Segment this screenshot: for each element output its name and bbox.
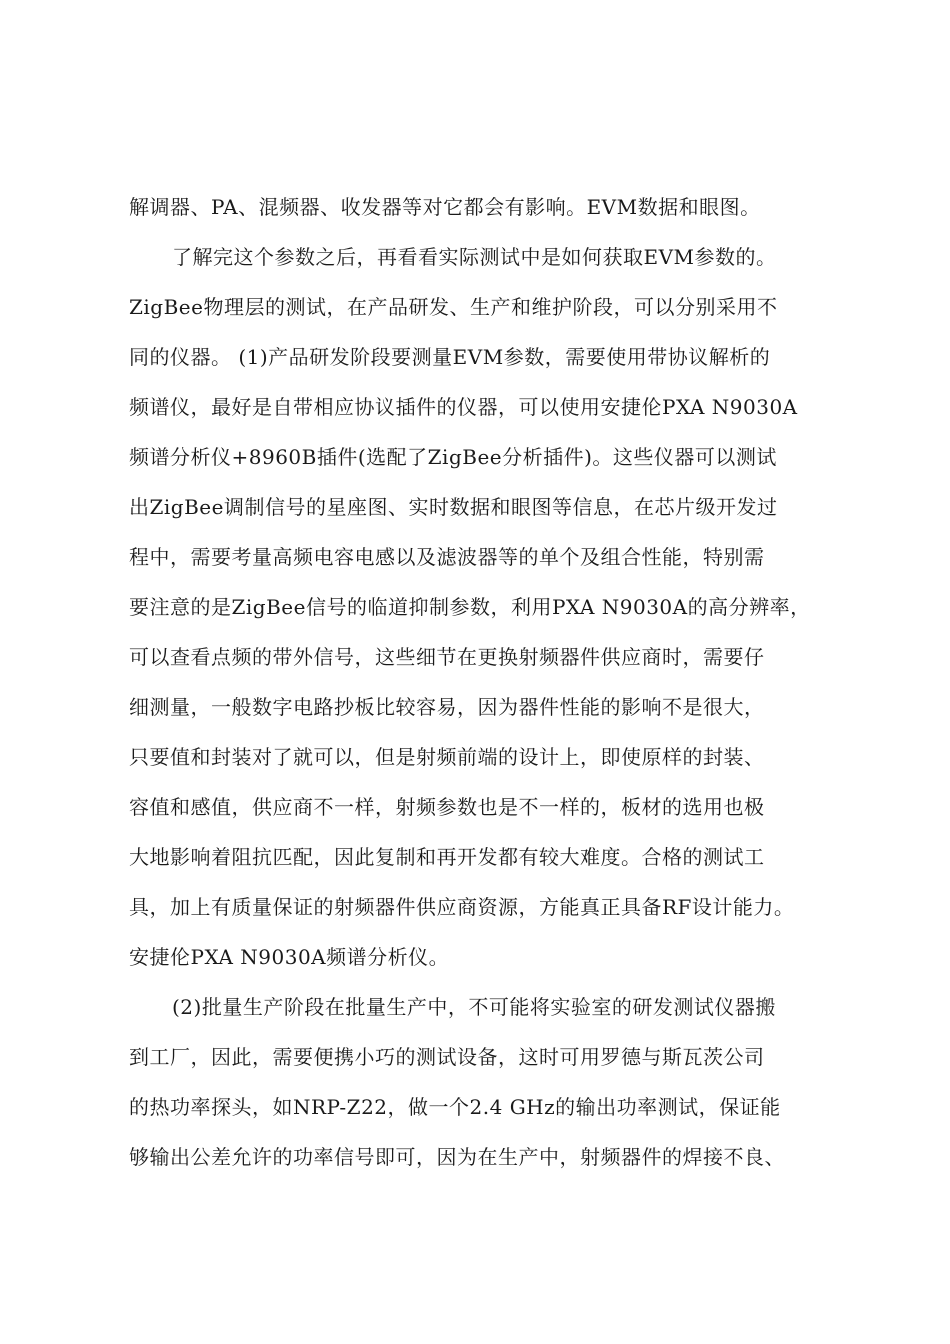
text-line-5: 频谱仪，最好是自带相应协议插件的仪器，可以使用安捷伦PXA N9030A [129,395,798,419]
text-line-2: 了解完这个参数之后，再看看实际测试中是如何获取EVM参数的。 [172,245,777,269]
text-line-13: 容值和感值，供应商不一样，射频参数也是不一样的，板材的选用也极 [129,795,765,819]
text-line-6: 频谱分析仪+8960B插件(选配了ZigBee分析插件)。这些仪器可以测试 [129,445,777,469]
text-line-7: 出ZigBee调制信号的星座图、实时数据和眼图等信息，在芯片级开发过 [129,495,778,519]
text-line-17: (2)批量生产阶段在批量生产中，不可能将实验室的研发测试仪器搬 [172,995,776,1019]
text-line-1: 解调器、PA、混频器、收发器等对它都会有影响。EVM数据和眼图。 [129,195,761,219]
text-line-20: 够输出公差允许的功率信号即可，因为在生产中，射频器件的焊接不良、 [129,1145,785,1169]
text-line-8: 程中，需要考量高频电容电感以及滤波器等的单个及组合性能，特别需 [129,545,765,569]
text-line-9: 要注意的是ZigBee信号的临道抑制参数，利用PXA N9030A的高分辨率， [129,595,811,619]
text-line-4: 同的仪器。 (1)产品研发阶段要测量EVM参数，需要使用带协议解析的 [129,345,771,369]
text-line-14: 大地影响着阻抗匹配，因此复制和再开发都有较大难度。合格的测试工 [129,845,765,869]
text-line-15: 具，加上有质量保证的射频器件供应商资源，方能真正具备RF设计能力。 [129,895,795,919]
text-line-11: 细测量，一般数字电路抄板比较容易，因为器件性能的影响不是很大， [129,695,765,719]
text-line-12: 只要值和封装对了就可以，但是射频前端的设计上，即使原样的封装、 [129,745,765,769]
text-line-18: 到工厂，因此，需要便携小巧的测试设备，这时可用罗德与斯瓦茨公司 [129,1045,765,1069]
text-line-3: ZigBee物理层的测试，在产品研发、生产和维护阶段，可以分别采用不 [129,295,778,319]
text-line-10: 可以查看点频的带外信号，这些细节在更换射频器件供应商时，需要仔 [129,645,765,669]
text-line-16: 安捷伦PXA N9030A频谱分析仪。 [129,945,450,969]
text-line-19: 的热功率探头，如NRP-Z22，做一个2.4 GHz的输出功率测试，保证能 [129,1095,781,1119]
